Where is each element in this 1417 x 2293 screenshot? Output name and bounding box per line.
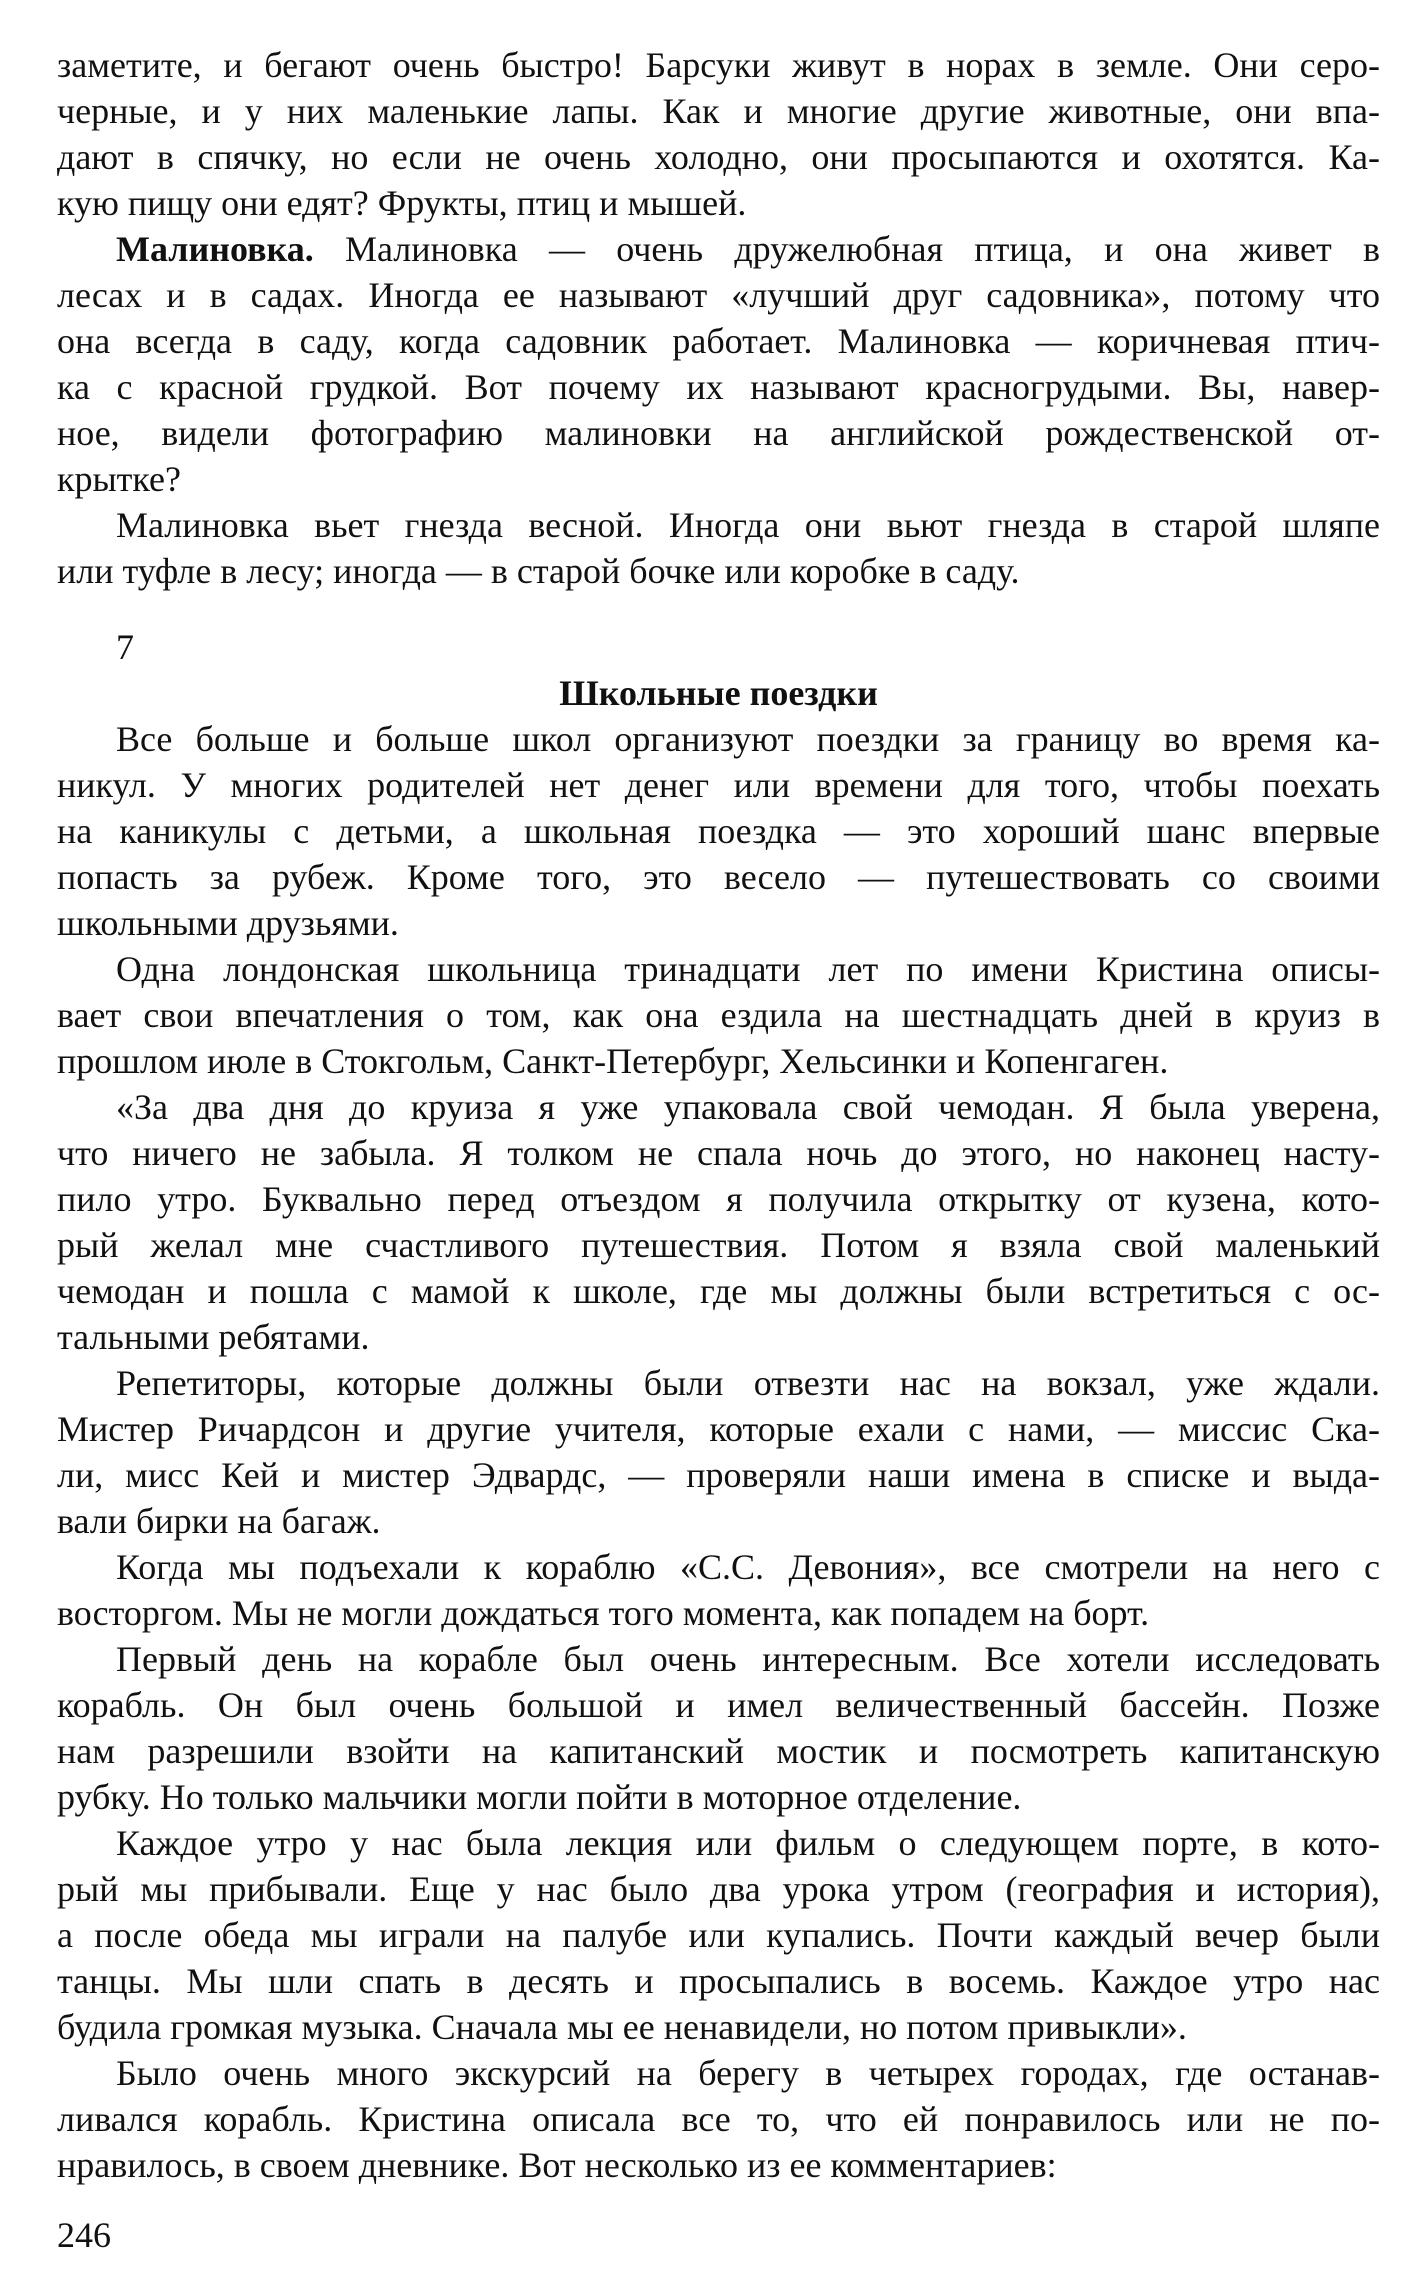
text-line: Было очень много экскурсий на берегу в четырех городах, где останав- xyxy=(116,2053,1380,2093)
paragraph-lead: Малиновка. xyxy=(116,229,314,269)
paragraph xyxy=(57,1360,1380,1544)
paragraph xyxy=(57,2050,1380,2188)
page-number: 246 xyxy=(57,2215,111,2255)
text-line: тальными ребятами. xyxy=(57,1317,370,1357)
paragraph xyxy=(57,1636,1380,1820)
text-line: что ничего не забыла. Я толком не спала ночь до этого, но наконец насту- xyxy=(57,1133,1380,1173)
text-line: кую пищу они едят? Фрукты, птиц и мышей. xyxy=(57,183,747,223)
text-line: Когда мы подъехали к кораблю «С.С. Девония», все смотрели на него с xyxy=(116,1547,1380,1587)
article-continuation xyxy=(57,42,1380,594)
text-line: «За два дня до круиза я уже упаковала свой чемодан. Я была уверена, xyxy=(116,1087,1380,1127)
text-line: заметите, и бегают очень быстро! Барсуки живут в норах в земле. Они серо- xyxy=(57,45,1380,85)
section-number: 7 xyxy=(116,627,134,667)
paragraph xyxy=(57,1544,1380,1636)
text-line: ли, мисс Кей и мистер Эдвардс, — проверяли наши имена в списке и выда- xyxy=(57,1455,1380,1495)
text-line: рубку. Но только мальчики могли пойти в моторное отделение. xyxy=(57,1777,1022,1817)
text-line: никул. У многих родителей нет денег или времени для того, чтобы поехать xyxy=(57,765,1380,805)
text-line: а после обеда мы играли на палубе или купались. Почти каждый вечер были xyxy=(57,1915,1380,1955)
text-line: дают в спячку, но если не очень холодно, они просыпаются и охотятся. Ка- xyxy=(57,137,1380,177)
text-line: Малиновка вьет гнезда весной. Иногда они вьют гнезда в старой шляпе xyxy=(116,505,1380,545)
paragraph xyxy=(57,946,1380,1084)
text-line: чемодан и пошла с мамой к школе, где мы должны были встретиться с ос- xyxy=(57,1271,1380,1311)
text-line: прошлом июле в Стокгольм, Санкт-Петербург, Хельсинки и Копенгаген. xyxy=(57,1041,1169,1081)
book-page xyxy=(57,42,1380,2258)
paragraph xyxy=(57,1820,1380,2050)
text-line: Мистер Ричардсон и другие учителя, которые ехали с нами, — миссис Ска- xyxy=(57,1409,1380,1449)
text-line: Первый день на корабле был очень интересным. Все хотели исследовать xyxy=(116,1639,1380,1679)
text-line: Все больше и больше школ организуют поездки за границу во время ка- xyxy=(116,719,1380,759)
text-line: крытке? xyxy=(57,459,181,499)
text-line: школьными друзьями. xyxy=(57,903,399,943)
text-line: Одна лондонская школьница тринадцати лет по имени Кристина описы- xyxy=(116,949,1380,989)
text-line: вали бирки на багаж. xyxy=(57,1501,381,1541)
text-line: нам разрешили взойти на капитанский мостик и посмотреть капитанскую xyxy=(57,1731,1380,1771)
text-line: будила громкая музыка. Сначала мы ее ненавидели, но потом привыкли». xyxy=(57,2007,1187,2047)
text-line: попасть за рубеж. Кроме того, это весело — путешествовать со своими xyxy=(57,857,1380,897)
text-line: она всегда в саду, когда садовник работает. Малиновка — коричневая птич- xyxy=(57,321,1380,361)
section-title: Школьные поездки xyxy=(559,673,878,713)
text-line: восторгом. Мы не могли дождаться того момента, как попадем на борт. xyxy=(57,1593,1150,1633)
text-line: корабль. Он был очень большой и имел величественный бассейн. Позже xyxy=(57,1685,1380,1725)
paragraph xyxy=(57,502,1380,594)
text-line: или туфле в лесу; иногда — в старой бочке или коробке в саду. xyxy=(57,551,1020,591)
paragraph xyxy=(57,226,1380,502)
text-line: рый мы прибывали. Еще у нас было два урока утром (география и история), xyxy=(57,1869,1380,1909)
text-line: Репетиторы, которые должны были отвезти нас на вокзал, уже ждали. xyxy=(116,1363,1380,1403)
text-line: Каждое утро у нас была лекция или фильм о следующем порте, в кото- xyxy=(116,1823,1380,1863)
text-line xyxy=(57,226,1380,272)
paragraph xyxy=(57,42,1380,226)
text-line: танцы. Мы шли спать в десять и просыпались в восемь. Каждое утро нас xyxy=(57,1961,1380,2001)
text-line: на каникулы с детьми, а школьная поездка — это хороший шанс впервые xyxy=(57,811,1380,851)
text-line: лесах и в садах. Иногда ее называют «лучший друг садовника», потому что xyxy=(57,275,1380,315)
text-line-rest: Малиновка — очень дружелюбная птица, и она живет в xyxy=(313,229,1380,269)
text-line: ное, видели фотографию малиновки на английской рождественской от- xyxy=(57,413,1380,453)
text-line: черные, и у них маленькие лапы. Как и многие другие животные, они впа- xyxy=(57,91,1380,131)
paragraph xyxy=(57,716,1380,946)
text-line: пило утро. Буквально перед отъездом я получила открытку от кузена, кото- xyxy=(57,1179,1380,1219)
paragraph xyxy=(57,1084,1380,1360)
text-line: ливался корабль. Кристина описала все то, что ей понравилось или не по- xyxy=(57,2099,1380,2139)
text-line: вает свои впечатления о том, как она ездила на шестнадцать дней в круиз в xyxy=(57,995,1380,1035)
text-line: нравилось, в своем дневнике. Вот несколько из ее комментариев: xyxy=(57,2145,1057,2185)
article-school-trips xyxy=(57,716,1380,2188)
text-line: ка с красной грудкой. Вот почему их называют красногрудыми. Вы, навер- xyxy=(57,367,1380,407)
text-line: рый желал мне счастливого путешествия. Потом я взяла свой маленький xyxy=(57,1225,1380,1265)
